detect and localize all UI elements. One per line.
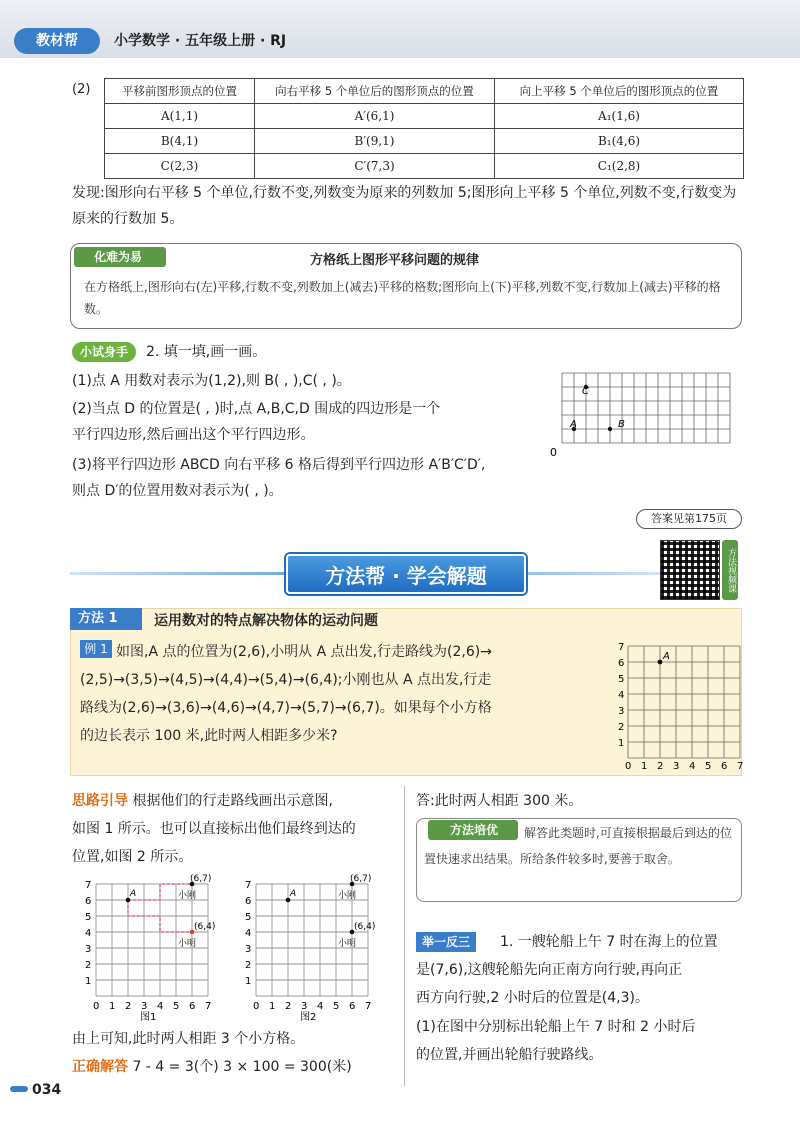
y-tick: 6 xyxy=(245,896,252,907)
label-a: A xyxy=(663,651,670,662)
x-tick: 2 xyxy=(657,761,664,772)
qr-label: 方法视频课 xyxy=(722,540,738,600)
approach-tag: 方法培优 xyxy=(428,820,518,840)
table-header: 平移前图形顶点的位置 xyxy=(105,79,255,104)
table-header: 向右平移 5 个单位后的图形顶点的位置 xyxy=(255,79,495,104)
x-tick: 2 xyxy=(285,1001,292,1012)
label-gang: 小刚 xyxy=(178,891,197,901)
y-tick: 3 xyxy=(618,706,625,717)
practice-q3a: (3)将平行四边形 ABCD 向右平移 6 格后得到平行四边形 A′B′C′D′, xyxy=(72,457,486,473)
example-line: 路线为(2,6)→(3,6)→(4,6)→(4,7)→(5,7)→(6,7)。如果每个小方格 xyxy=(80,700,492,716)
table-cell: C′(7,3) xyxy=(255,154,495,179)
qr-code-icon[interactable] xyxy=(660,540,720,600)
y-tick: 6 xyxy=(618,658,625,669)
question-number: (2) xyxy=(72,82,91,97)
book-title: 小学数学 · 五年级上册 · RJ xyxy=(114,33,287,49)
point-b xyxy=(608,427,612,431)
practice-tag: 小试身手 xyxy=(72,342,136,362)
fig1-caption: 图1 xyxy=(140,1012,157,1022)
example-grid xyxy=(606,636,746,772)
example-tag: 例 1 xyxy=(80,640,112,658)
page-number: 034 xyxy=(32,1082,62,1098)
x-tick: 5 xyxy=(705,761,712,772)
x-tick: 6 xyxy=(349,1001,356,1012)
coord-gang: (6,7) xyxy=(190,874,212,884)
conclusion: 由上可知,此时两人相距 3 个小方格。 xyxy=(72,1031,305,1047)
tip-text: 在方格纸上,图形向右(左)平移,行数不变,列数加上(减去)平移的格数;图形向上(下)平移,列数不变,行数加上(减去)平移的格数。 xyxy=(84,280,721,316)
answer-reference: 答案见第175页 xyxy=(636,509,742,529)
x-tick: 0 xyxy=(625,761,632,772)
table-header-row xyxy=(105,79,744,104)
y-tick: 4 xyxy=(618,690,625,701)
table-header: 向上平移 5 个单位后的图形顶点的位置 xyxy=(495,79,744,104)
guide-line2: 如图 1 所示。也可以直接标出他们最终到达的 xyxy=(72,821,356,837)
y-tick: 4 xyxy=(245,928,252,939)
x-tick: 3 xyxy=(673,761,680,772)
practice-q2b: 平行四边形,然后画出这个平行四边形。 xyxy=(72,427,315,443)
x-tick: 6 xyxy=(189,1001,196,1012)
y-tick: 7 xyxy=(85,880,92,891)
y-tick: 4 xyxy=(85,928,92,939)
answer-tag: 正确解答 xyxy=(72,1059,128,1075)
method-title: 运用数对的特点解决物体的运动问题 xyxy=(154,613,378,629)
x-tick: 1 xyxy=(109,1001,116,1012)
table-cell: B₁(4,6) xyxy=(495,129,744,154)
y-tick: 1 xyxy=(245,976,252,987)
y-tick: 2 xyxy=(618,722,625,733)
guide-line3: 位置,如图 2 所示。 xyxy=(72,849,193,865)
column-divider xyxy=(404,786,405,1086)
guide-tag: 思路引导 xyxy=(72,793,128,809)
table-cell: A₁(1,6) xyxy=(495,104,744,129)
coord-gang: (6,7) xyxy=(350,874,372,884)
table-cell: C₁(2,8) xyxy=(495,154,744,179)
practice-q1: (1)点 A 用数对表示为(1,2),则 B( , ),C( , )。 xyxy=(72,373,351,389)
x-tick: 7 xyxy=(737,761,744,772)
x-tick: 2 xyxy=(125,1001,132,1012)
final-answer: 答:此时两人相距 300 米。 xyxy=(416,793,583,809)
origin-label: 0 xyxy=(550,446,557,458)
y-tick: 1 xyxy=(618,738,625,749)
x-tick: 7 xyxy=(205,1001,212,1012)
y-tick: 1 xyxy=(85,976,92,987)
practice-q3b: 则点 D′的位置用数对表示为( , )。 xyxy=(72,483,283,499)
table-cell: B(4,1) xyxy=(105,129,255,154)
label-a: A xyxy=(130,889,137,899)
practice-q2a: (2)当点 D 的位置是( , )时,点 A,B,C,D 围成的四边形是一个 xyxy=(72,401,441,417)
table-row xyxy=(105,154,744,179)
y-tick: 5 xyxy=(618,674,625,685)
table-row xyxy=(105,129,744,154)
brand-label: 教材帮 xyxy=(14,28,100,54)
practice-title: 2. 填一填,画一画。 xyxy=(146,344,267,360)
x-tick: 0 xyxy=(93,1001,100,1012)
extension-line3: 西方向行驶,2 小时后的位置是(4,3)。 xyxy=(416,990,649,1006)
figure-1 xyxy=(80,872,230,1022)
y-tick: 6 xyxy=(85,896,92,907)
table-cell: A′(6,1) xyxy=(255,104,495,129)
label-a: A xyxy=(570,419,577,430)
example-line: 的边长表示 100 米,此时两人相距多少米? xyxy=(80,728,338,744)
label-ming: 小明 xyxy=(178,939,197,949)
guide-line1: 思路引导 根据他们的行走路线画出示意图, xyxy=(72,793,333,809)
x-tick: 3 xyxy=(301,1001,308,1012)
y-tick: 7 xyxy=(618,642,625,653)
table-cell: A(1,1) xyxy=(105,104,255,129)
extension-line5: 的位置,并画出轮船行驶路线。 xyxy=(416,1047,603,1063)
table-row xyxy=(105,104,744,129)
tip-heading: 方格纸上图形平移问题的规律 xyxy=(310,253,480,268)
y-tick: 3 xyxy=(245,944,252,955)
x-tick: 4 xyxy=(157,1001,164,1012)
translation-table xyxy=(104,78,744,179)
method-tag: 方法 1 xyxy=(70,608,142,630)
x-tick: 4 xyxy=(689,761,696,772)
example-text xyxy=(80,638,600,750)
y-tick: 5 xyxy=(85,912,92,923)
y-tick: 5 xyxy=(245,912,252,923)
tip-tag: 化难为易 xyxy=(74,247,166,267)
x-tick: 4 xyxy=(317,1001,324,1012)
point-a xyxy=(658,660,663,665)
x-tick: 3 xyxy=(141,1001,148,1012)
table-cell: B′(9,1) xyxy=(255,129,495,154)
x-tick: 5 xyxy=(173,1001,180,1012)
coord-ming: (6,4) xyxy=(354,922,376,932)
section-banner: 方法帮 · 学会解题 xyxy=(286,554,526,594)
figure-2 xyxy=(240,872,390,1022)
practice-grid xyxy=(542,368,742,458)
x-tick: 5 xyxy=(333,1001,340,1012)
finding-text: 发现:图形向右平移 5 个单位,行数不变,列数变为原来的列数加 5;图形向上平移 5 个单位,列数不变,行数变为原来的行数加 5。 xyxy=(72,185,737,227)
fig2-caption: 图2 xyxy=(300,1012,317,1022)
y-tick: 7 xyxy=(245,880,252,891)
y-tick: 2 xyxy=(245,960,252,971)
y-tick: 2 xyxy=(85,960,92,971)
label-b: B xyxy=(618,419,625,430)
label-c: C xyxy=(582,386,589,397)
extension-line2: 是(7,6),这艘轮船先向正南方向行驶,再向正 xyxy=(416,962,683,978)
approach-text: 解答此类题时,可直接根据最后到达的位置快速求出结果。所给条件较多时,要善于取舍。 xyxy=(424,826,732,866)
answer-line: 正确解答 7 - 4 = 3(个) 3 × 100 = 300(米) xyxy=(72,1059,352,1075)
label-ming: 小明 xyxy=(338,939,357,949)
extension-line1: 1. 一艘轮船上午 7 时在海上的位置 xyxy=(500,934,718,950)
example-line: (2,5)→(3,5)→(4,5)→(4,4)→(5,4)→(6,4);小刚也从 A 点出发,行走 xyxy=(80,672,492,688)
x-tick: 7 xyxy=(365,1001,372,1012)
x-tick: 0 xyxy=(253,1001,260,1012)
label-a: A xyxy=(290,889,297,899)
x-tick: 6 xyxy=(721,761,728,772)
label-gang: 小刚 xyxy=(338,891,357,901)
page-mark xyxy=(10,1086,28,1092)
extension-tag: 举一反三 xyxy=(416,932,476,952)
y-tick: 3 xyxy=(85,944,92,955)
x-tick: 1 xyxy=(641,761,648,772)
extension-line4: (1)在图中分别标出轮船上午 7 时和 2 小时后 xyxy=(416,1019,696,1035)
x-tick: 1 xyxy=(269,1001,276,1012)
example-line: 如图,A 点的位置为(2,6),小明从 A 点出发,行走路线为(2,6)→ xyxy=(116,644,492,660)
table-cell: C(2,3) xyxy=(105,154,255,179)
coord-ming: (6,4) xyxy=(194,922,216,932)
